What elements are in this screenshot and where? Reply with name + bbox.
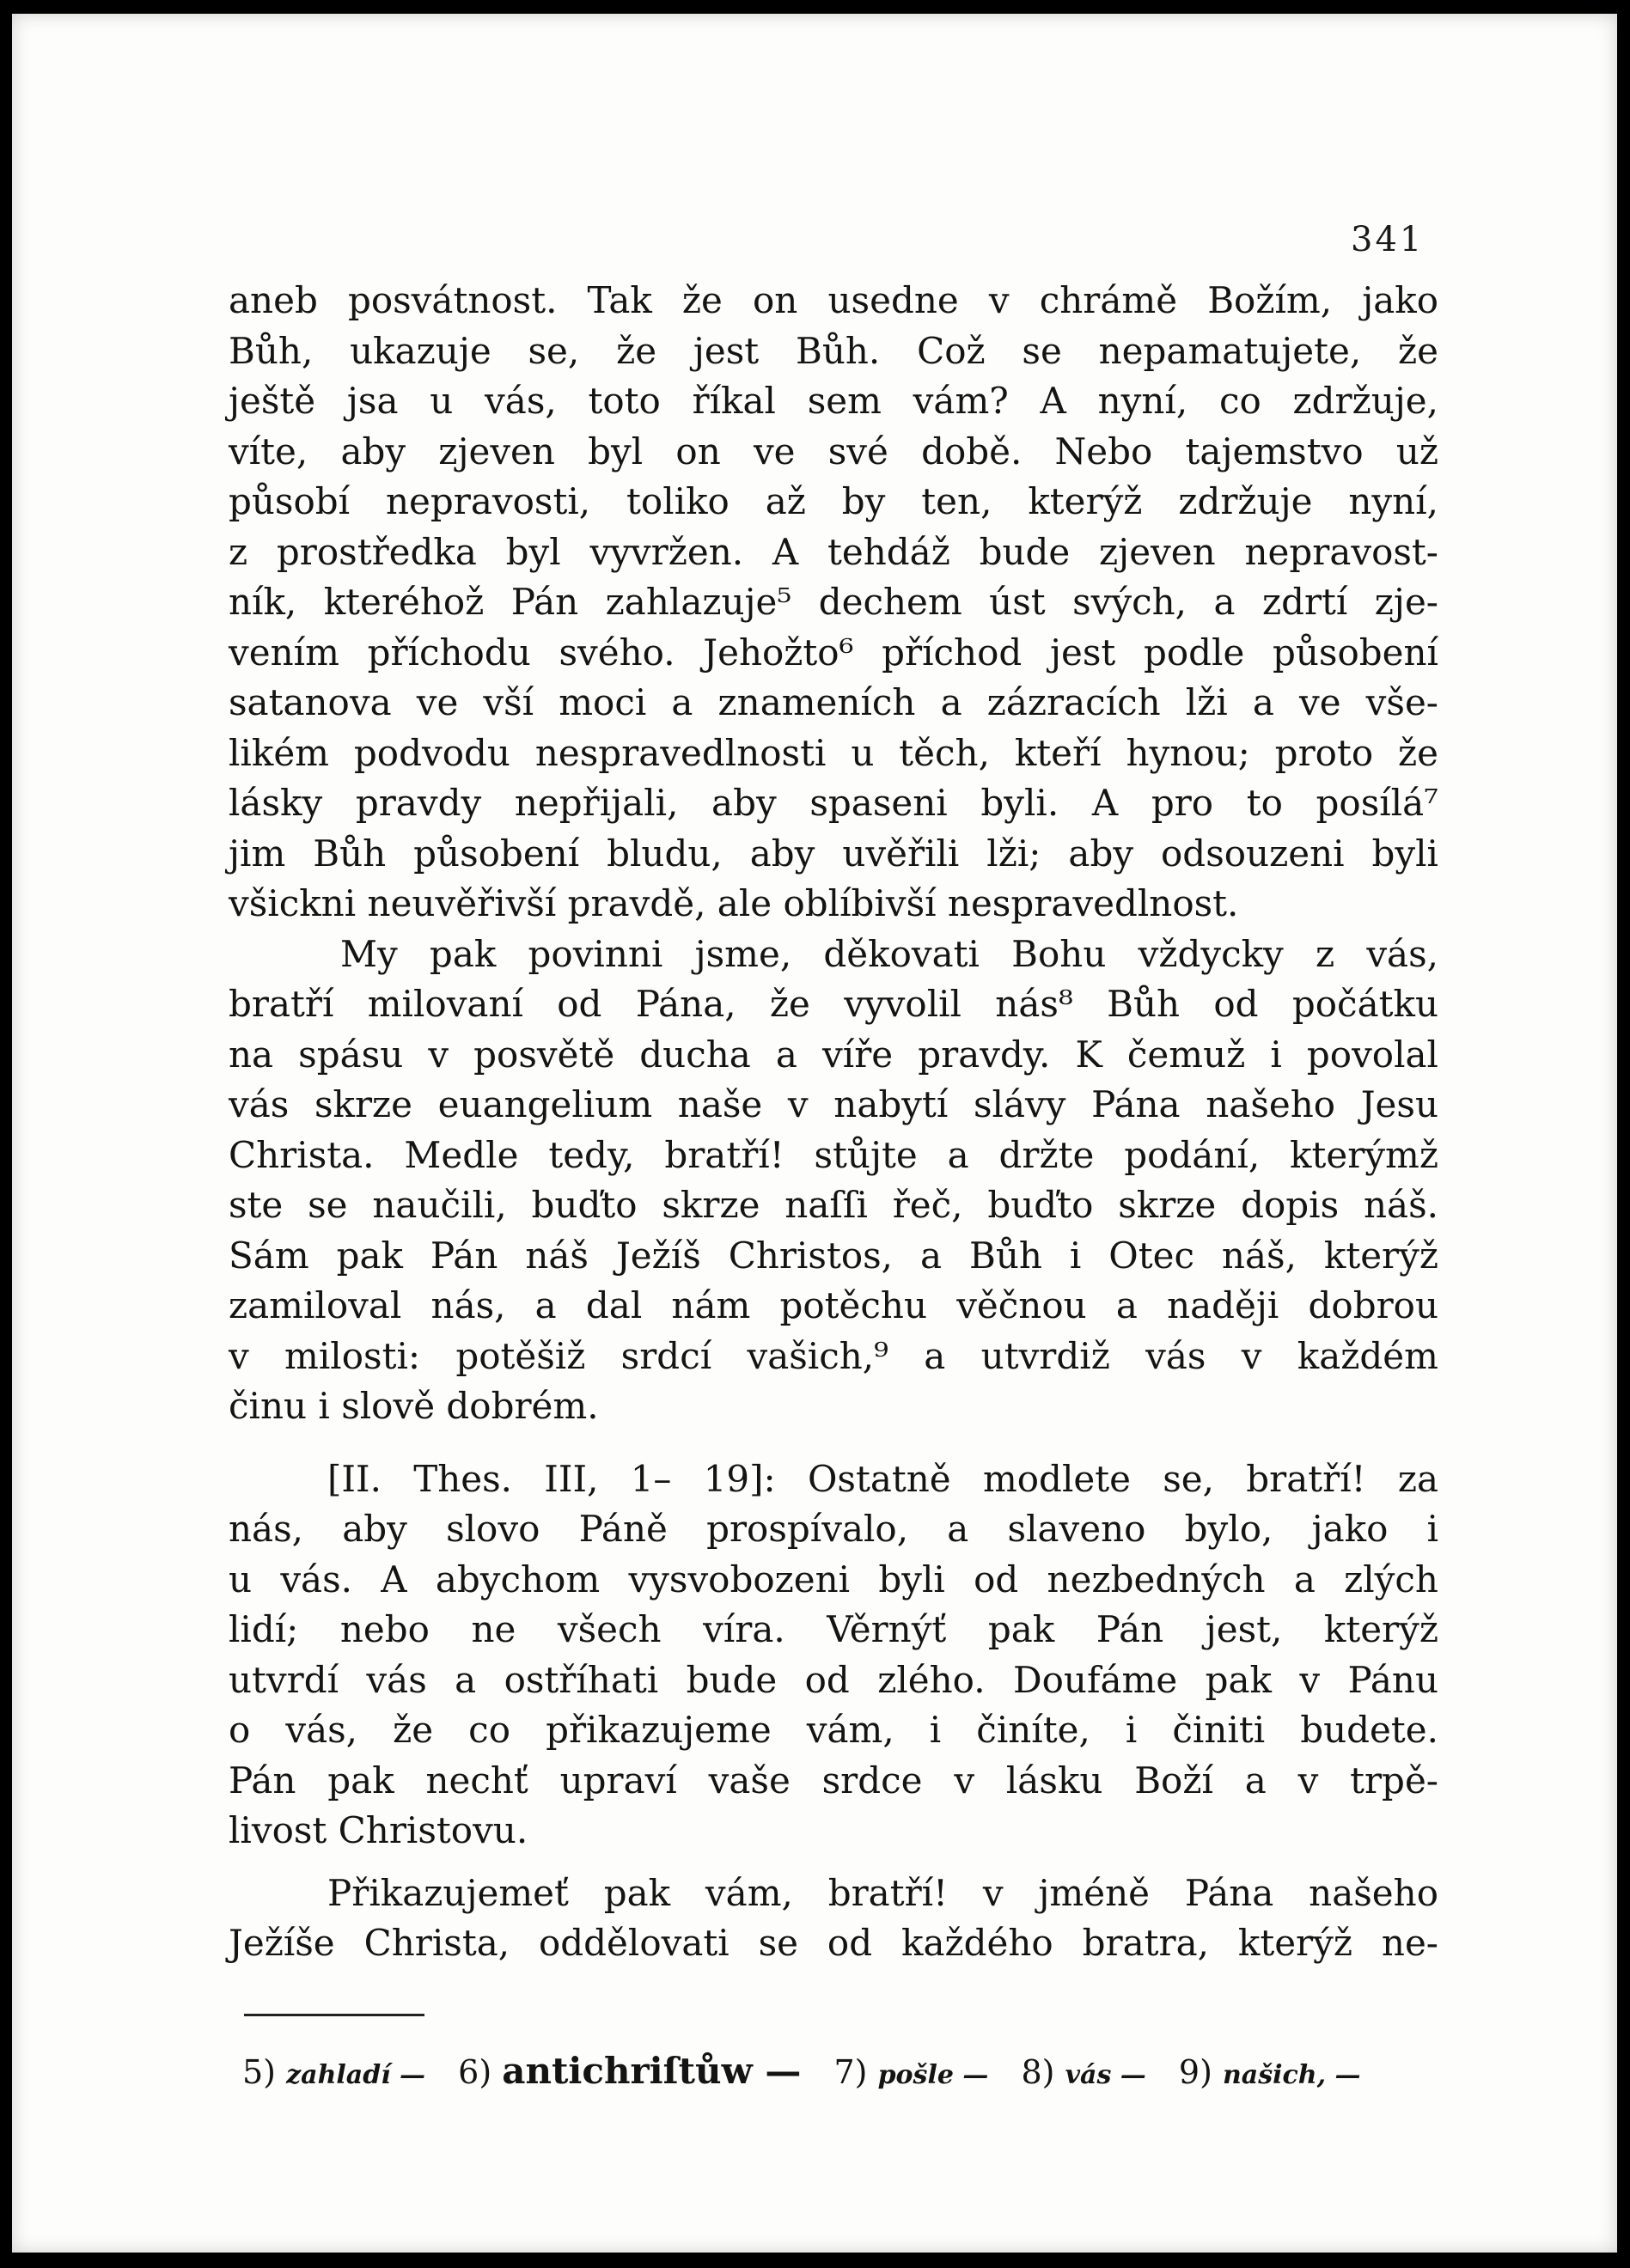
paragraph-gap	[229, 1856, 1438, 1869]
text-line: nás, aby slovo Páně prospívalo, a slaveno bylo, jako i	[229, 1508, 1438, 1550]
text-line: všickni neuvěřivší pravdě, ale oblíbivší nespravedlnost.	[229, 882, 1239, 924]
text-line: bratří milovaní od Pána, že vyvolil nás⁸ Bůh od počátku	[229, 983, 1438, 1025]
text-line: činu i slově dobrém.	[229, 1385, 599, 1427]
text-line: jim Bůh působení bludu, aby uvěřili lži; aby odsouzeni byli	[229, 832, 1438, 875]
paragraph-start-line: [II. Thes. III, 1– 19]: Ostatně modlete se, bratří! za	[327, 1457, 1438, 1500]
text-line: u vás. A abychom vysvobozeni byli od nezbedných a zlých	[229, 1558, 1438, 1600]
text-line: vás skrze euangelium naše v nabytí slávy Pána našeho Jesu	[229, 1083, 1438, 1125]
footnote-text: pošle —	[877, 2060, 989, 2090]
text-line: Ježíše Christa, oddělovati se od každého bratra, kterýž ne-	[229, 1922, 1438, 1964]
text-line: ník, kteréhož Pán zahlazuje⁵ dechem úst svých, a zdrtí zje-	[229, 581, 1438, 623]
text-line: Pán pak nechť upraví vaše srdce v lásku Boží a v trpě-	[229, 1759, 1438, 1802]
footnote-text: vás —	[1065, 2060, 1146, 2090]
text-line: o vás, že co přikazujeme vám, i činíte, i činiti budete.	[229, 1709, 1438, 1751]
text-line: z prostředka byl vyvržen. A tehdáž bude zjeven nepravost-	[229, 530, 1438, 573]
paragraph-start-line: My pak povinni jsme, děkovati Bohu vždycky z vás,	[340, 932, 1438, 975]
text-line: působí nepravosti, toliko až by ten, kterýž zdržuje nyní,	[229, 480, 1438, 522]
footnote-number: 9)	[1178, 2053, 1212, 2091]
page-number: 341	[1351, 220, 1425, 259]
book-page	[12, 14, 1617, 2253]
text-line: na spásu v posvětě ducha a víře pravdy. K čemuž i povolal	[229, 1033, 1438, 1076]
text-line: v milosti: potěšiž srdcí vašich,⁹ a utvrdiž vás v každém	[229, 1334, 1438, 1377]
footnote-number: 7)	[833, 2053, 868, 2091]
footnote-number: 5)	[242, 2053, 277, 2091]
text-line: livost Christovu.	[229, 1809, 528, 1851]
paragraph-gap	[229, 1432, 1438, 1454]
text-line: lidí; nebo ne všech víra. Věrnýť pak Pán jest, kterýž	[229, 1608, 1438, 1650]
text-line: utvrdí vás a ostříhati bude od zlého. Doufáme pak v Pánu	[229, 1658, 1438, 1701]
text-line: satanova ve vší moci a znameních a zázracích lži a ve vše-	[229, 681, 1438, 723]
footnote-7	[833, 2053, 988, 2091]
text-line: zamiloval nás, a dal nám potěchu věčnou a naději dobrou	[229, 1284, 1438, 1326]
footnote-text: antichriſtůw —	[502, 2050, 802, 2092]
text-line: Sám pak Pán náš Ježíš Christos, a Bůh i Otec náš, kterýž	[229, 1234, 1438, 1277]
text-line: lásky pravdy nepřijali, aby spaseni byli. A pro to posílá⁷	[229, 782, 1438, 824]
footnote-5	[242, 2053, 425, 2091]
footnote-number: 8)	[1021, 2053, 1055, 2091]
text-line: ste se naučili, buďto skrze naſſi řeč, buďto skrze dopis náš.	[229, 1184, 1438, 1226]
footnote-text: našich, —	[1223, 2060, 1361, 2090]
footnote-text: zahladí —	[286, 2060, 426, 2090]
text-line: likém podvodu nespravedlnosti u těch, kteří hynou; proto že	[229, 731, 1438, 774]
text-line: Bůh, ukazuje se, že jest Bůh. Což se nepamatujete, že	[229, 329, 1438, 372]
body-text	[229, 276, 1438, 1969]
footnote-number: 6)	[458, 2053, 492, 2091]
paragraph-start-line: Přikazujemeť pak vám, bratří! v jméně Pána našeho	[327, 1871, 1438, 1914]
footnote-9	[1179, 2053, 1361, 2091]
footnote-6	[458, 2050, 802, 2092]
text-line: vením příchodu svého. Jehožto⁶ příchod jest podle působení	[229, 631, 1438, 674]
text-line: ještě jsa u vás, toto říkal sem vám? A nyní, co zdržuje,	[229, 380, 1438, 422]
footnotes	[242, 2050, 1359, 2092]
text-line: Christa. Medle tedy, bratří! stůjte a držte podání, kterýmž	[229, 1133, 1438, 1176]
footnote-rule	[244, 2014, 424, 2016]
text-line: víte, aby zjeven byl on ve své době. Nebo tajemstvo už	[229, 430, 1438, 472]
text-line: aneb posvátnost. Tak že on usedne v chrámě Božím, jako	[229, 279, 1438, 321]
footnote-8	[1021, 2053, 1145, 2091]
